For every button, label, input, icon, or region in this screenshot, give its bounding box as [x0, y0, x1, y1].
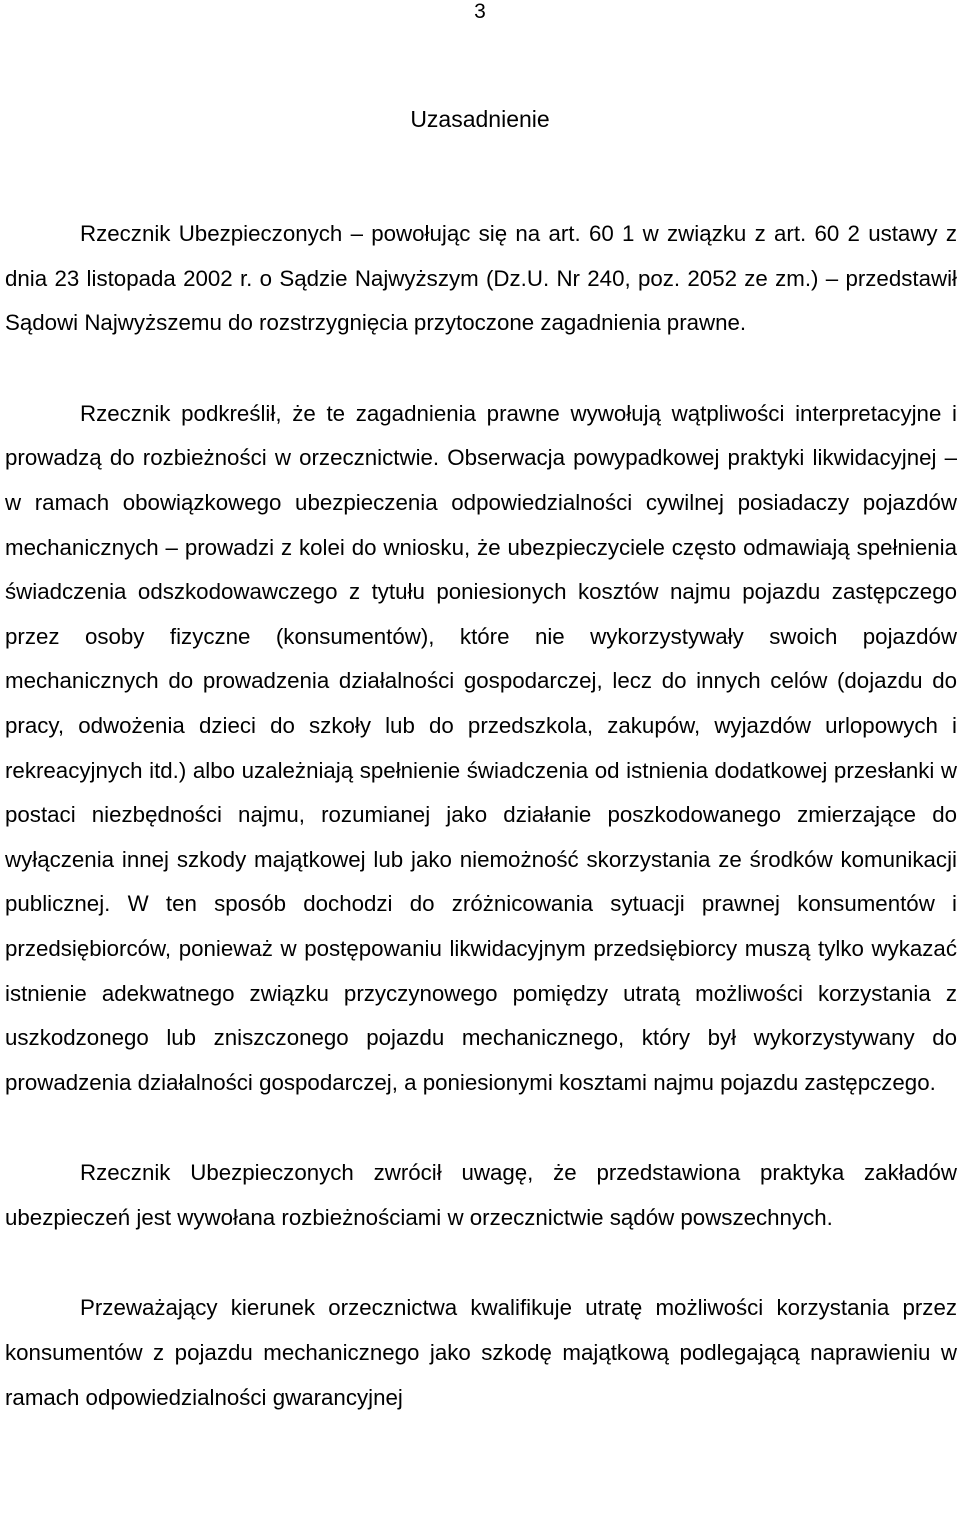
paragraph-2: Rzecznik podkreślił, że te zagadnienia prawne wywołują wątpliwości interpretacyjne i prowadzą do rozbieżności w orzecznictwie. Obserwacja powypadkowej praktyki likwidacyjnej – w ramach obowiązkowego ubezpieczenia odpowiedzialności cywilnej posiadaczy pojazdów mechanicznych – prowadzi z kolei do wniosku, że ubezpieczyciele często odmawiają spełnienia świadczenia odszkodowawczego z tytułu poniesionych kosztów najmu pojazdu zastępczego przez osoby fizyczne (konsumentów), które nie wykorzystywały swoich pojazdów mechanicznych do prowadzenia działalności gospodarczej, lecz do innych celów (dojazdu do pracy, odwożenia dzieci do szkoły lub do przedszkola, zakupów, wyjazdów urlopowych i rekreacyjnych itd.) albo uzależniają spełnienie świadczenia od istnienia dodatkowej przesłanki w postaci niezbędności najmu, rozumianej jako działanie poszkodowanego zmierzające do wyłączenia innej szkody majątkowej lub jako niemożność skorzystania ze środków komunikacji publicznej. W ten sposób dochodzi do zróżnicowania sytuacji prawnej konsumentów i przedsiębiorców, ponieważ w postępowaniu likwidacyjnym przedsiębiorcy muszą tylko wykazać istnienie adekwatnego związku przyczynowego pomiędzy utratą możliwości korzystania z uszkodzonego lub zniszczonego pojazdu mechanicznego, który był wykorzystywany do prowadzenia działalności gospodarczej, a poniesionymi kosztami najmu pojazdu zastępczego.	[5, 400, 957, 1095]
page-number: 3	[474, 0, 486, 23]
paragraph-1: Rzecznik Ubezpieczonych – powołując się na art. 60 1 w związku z art. 60 2 ustawy z dnia 23 listopada 2002 r. o Sądzie Najwyższym (Dz.U. Nr 240, poz. 2052 ze zm.) – przedstawił Sądowi Najwyższemu do rozstrzygnięcia przytoczone zagadnienia prawne.	[5, 221, 957, 336]
document-title: Uzasadnienie	[410, 106, 550, 132]
paragraph-4: Przeważający kierunek orzecznictwa kwalifikuje utratę możliwości korzystania przez konsumentów z pojazdu mechanicznego jako szkodę majątkową podlegającą naprawieniu w ramach odpowiedzialności gwarancyjnej	[5, 1295, 957, 1410]
document-body	[5, 212, 957, 1420]
paragraph-3: Rzecznik Ubezpieczonych zwrócił uwagę, że przedstawiona praktyka zakładów ubezpieczeń jest wywołana rozbieżnościami w orzecznictwie sądów powszechnych.	[5, 1160, 957, 1230]
